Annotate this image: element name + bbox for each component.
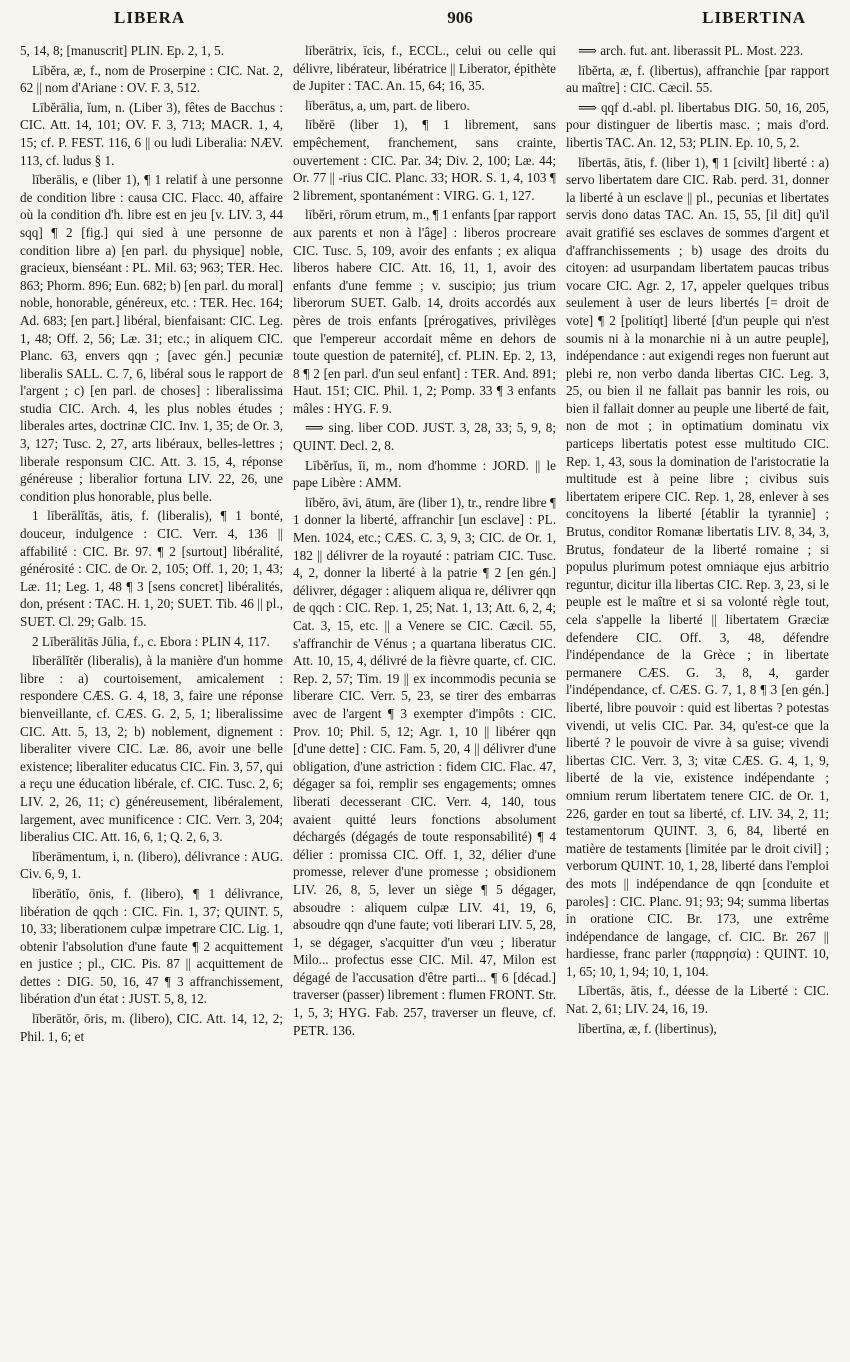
dictionary-entry: līberālis, e (liber 1), ¶ 1 relatif à une personne de condition libre : causa CIC. Flacc. 40, affaire où la condition d'h. libre est en jeu [v. LIV. 3, 44 sqq] ¶ 2 [fig.] qui sied à une personne de condition libre a) [en parl. du physique] noble, gracieux, bienséant : PL. Mil. 63; 963; TER. Hec. 863; Phorm. 896; Eun. 682; b) [en parl. du moral] noble, honorable, généreux, etc. : TER. Hec. 164; Ad. 683; [en part.] libéral, bienfaisant: CIC. Leg. 1, 48; Off. 2, 56; Læ. 31; etc.; in aliquem CIC. Planc. 63, envers qqn ; [avec gén.] pecuniæ liberalis SALL. C. 7, 6, libéral sous le rapport de l'argent ; c) [en parl. de choses] : liberalissima studia CIC. Arch. 4, les plus nobles études ; liberales artes, doctrinæ CIC. Inv. 1, 35; de Or. 3, 3, 127; Tusc. 2, 27, arts libéraux, belles-lettres ; liberale responsum CIC. Att. 3. 15, 4, réponse généreuse ; liberalior fortuna LIV. 22, 26, une condition plus honorable, plus belle. bbox=[20, 172, 283, 504]
header-right-word: LIBERTINA bbox=[702, 8, 806, 27]
dictionary-entry: lībertās, ātis, f. (liber 1), ¶ 1 [civilt] liberté : a) servo libertatem dare CIC. Rab. perd. 31, donner la liberté à un esclave || pl., pecunias et libertates servis dono datas TAC. An. 15, 55, [il dit] qu'il avait gratifié ses esclaves de sommes d'argent et d'affranchissements ; b) usage des droits du citoyen: ad usurpandam libertatem paucas tribus vocare CIC. Agr. 2, 17, appeler quelques tribus seulement à user de leurs libertés [= droit de vote] ¶ 2 [politiqt] liberté [d'un peuple qui n'est soumis ni à la monarchie ni à un autre peuple], indépendance : aut exigendi reges non fuerunt aut plebi re, non verbo danda libertas CIC. Leg. 3, 25, ou bien il ne fallait pas bannir les rois, ou bien il fallait donner au peuple une liberté de fait, non de mot ; in optimatium dominatu vix particeps libertatis potest esse multitudo CIC. Rep. 1, 43, sous la domination de l'aristocratie la multitude est à peine libre ; civibus suis libertatem eripere CIC. Rep. 1, 28, enlever à ses concitoyens la liberté [établir la tyrannie] ; Brutus, conditor Romanæ libertatis LIV. 8, 34, 3, Brutus, fondateur de la liberté romaine ; si populus plurimum potest omniaque ejus arbitrio reguntur, dicitur illa libertas CIC. Rep. 3, 23, si le peuple est le maître et si sa volonté règle tout, cela s'appelle la liberté || libertatem Græciæ defendere CIC. Off. 3, 48, défendre l'indépendance de la Grèce ; in libertate permanere CÆS. G. 3, 8, 4, garder l'indépendance, cf. CÆS. G. 7, 1, 8 ¶ 3 [en gén.] liberté, libre pouvoir : quid est libertas ? potestas vivendi, ut velis CIC. Par. 34, qu'est-ce que la liberté ? le pouvoir de vivre à sa guise; vivendi libertas CIC. Verr. 3, 3; vitæ CÆS. G. 4, 1, 9, liberté de la vie, existence indépendante ; omnium rerum libertatem tenere CIC. de Or. 1, 226, garder en tout sa liberté, cf. LIV. 34, 2, 11; testamentorum QUINT. 3, 6, 84, liberté en matière de testaments [limitée par le droit civil] ; verborum QUINT. 10, 1, 28, liberté dans l'emploi des mots || indépendance de qqn [conduite et paroles] : CIC. Planc. 91; 93; 94; summa libertas in oratione CIC. Br. 173, une extrême indépendance de langage, cf. CIC. Br. 267 || hardiesse, franc parler (παρρησία) : QUINT. 10, 1, 65; 10, 1, 94; 10, 1, 104. bbox=[566, 154, 829, 979]
column-right bbox=[566, 42, 829, 1352]
dictionary-entry: lībertīna, æ, f. (libertinus), bbox=[578, 1020, 717, 1036]
header-left-word: LIBERA bbox=[114, 8, 186, 27]
dictionary-entry: Lībĕra, æ, f., nom de Proserpine : CIC. Nat. 2, 62 || nom d'Ariane : OV. F. 3, 512. bbox=[20, 62, 283, 96]
dictionary-entry: lībĕri, rōrum etrum, m., ¶ 1 enfants [par rapport aux parents et non à l'âge] : liberos procreare CIC. Tusc. 5, 109, avoir des enfants ; ex aliqua liberos habere CIC. Att. 16, 11, 1, avoir des enfants d'une femme ; v. suscipio; jus trium liberorum SUET. Galb. 14, droits accordés aux pères de trois enfants [prérogatives, privilèges que l'empereur accordait même en dehors de toute question de paternité], cf. PLIN. Ep. 2, 13, 8 ¶ 2 [en parl. d'un seul enfant] : TER. And. 891; Haut. 151; CIC. Phil. 1, 2; Pomp. 33 ¶ 3 enfants mâles : HYG. F. 9. bbox=[293, 207, 556, 416]
dictionary-entry: ⟹ sing. liber COD. JUST. 3, 28, 33; 5, 9, 8; QUINT. Decl. 2, 8. bbox=[293, 420, 556, 454]
dictionary-entry: ⟹ arch. fut. ant. liberassit PL. Most. 223. bbox=[578, 43, 804, 58]
dictionary-entry: līberātĭo, ōnis, f. (libero), ¶ 1 délivrance, libération de qqch : CIC. Fin. 1, 37; QUINT. 5, 10, 33; liberationem culpæ impetrare CIC. Lig. 1, obtenir l'absolution d'une faute ¶ 2 acquittement en justice ; pl., CIC. Pis. 87 || acquittement de dettes : DIG. 50, 16, 47 ¶ 3 affranchissement, libération d'un état : JUST. 5, 8, 12. bbox=[20, 885, 283, 1007]
dictionary-entry: līberātus, a, um, part. de libero. bbox=[305, 97, 470, 113]
dictionary-entry: līberāmentum, i, n. (libero), délivrance : AUG. Civ. 6, 9, 1. bbox=[20, 848, 283, 882]
dictionary-entry: ⟹ qqf d.-abl. pl. libertabus DIG. 50, 16, 205, pour distinguer de libertis masc. ; mais d'ord. libertis TAC. An. 12, 53; PLIN. Ep. 10, 5, 2. bbox=[566, 99, 829, 150]
dictionary-entry: līberātŏr, ōris, m. (libero), CIC. Att. 14, 12, 2; Phil. 1, 6; et bbox=[20, 1011, 283, 1044]
text-columns bbox=[20, 42, 830, 1352]
dictionary-entry: Lībĕrālia, ĭum, n. (Liber 3), fêtes de Bacchus : CIC. Att. 14, 101; OV. F. 3, 713; MACR. 1, 4, 15; cf. P. FEST. 116, 6 || ou ludi Liberalia: NÆV. 113, cf. ludus § 1. bbox=[20, 99, 283, 168]
dictionary-entry: 5, 14, 8; [manuscrit] PLIN. Ep. 2, 1, 5. bbox=[20, 43, 225, 58]
running-header bbox=[20, 8, 830, 42]
dictionary-entry: Lībertās, ātis, f., déesse de la Liberté : CIC. Nat. 2, 61; LIV. 24, 16, 19. bbox=[566, 983, 829, 1017]
dictionary-entry: lībĕrta, æ, f. (libertus), affranchie [par rapport au maître] : CIC. Cæcil. 55. bbox=[566, 62, 829, 96]
dictionary-entry: lībĕro, āvi, ātum, āre (liber 1), tr., rendre libre ¶ 1 donner la liberté, affranchir [un esclave] : PL. Men. 1024, etc.; CÆS. C. 3, 9, 3; CIC. de Or. 1, 182 || délivrer de la royauté : patriam CIC. Tusc. 4, 2, donner la liberté à la patrie ¶ 2 [en gén.] délivrer, dégager : aliquem aliqua re, délivrer qqn de qqch : CIC. Rep. 1, 25; Nat. 1, 13; Att. 6, 2, 4; Cat. 3, 15, etc. || a Venere se CIC. Cæcil. 55, s'affranchir de Vénus ; a quartana liberatus CIC. Att. 10, 15, 4, délivré de la fièvre quarte, cf. CIC. Rep. 2, 57; Tim. 19 || ex incommodis pecunia se liberare CIC. Verr. 5, 23, se tirer des embarras avec de l'argent ¶ 3 exempter d'impôts : CIC. Prov. 10; Phil. 5, 12; Agr. 1, 10 || libérer qqn [d'une dette] : CIC. Fam. 5, 20, 4 || délivrer d'une obligation, d'une astriction : fidem CIC. Flac. 47, dégager sa foi, remplir ses engagements; omnes liberati decesserant CIC. Verr. 4, 140, tous avaient quitté leurs fonctions absolument déchargés (dégagés de toute responsabilité) ¶ 4 délier : promissa CIC. Off. 1, 32, délier d'une promesse, relever d'une promesse ; obsidionem LIV. 26, 8, 5, lever un siège ¶ 5 dégager, absoudre : aliquem culpæ LIV. 41, 19, 6, absoudre qqn d'une faute; voti liberari LIV. 5, 28, 1, se dégager, s'acquitter d'un vœu ; liberatur Milo... profectus esse CIC. Mil. 47, Milon est dégagé de l'accusation d'être parti... ¶ 6 [décad.] traverser (passer) librement : flumen FRONT. Str. 1, 5, 3; HYG. Fab. 257, traverser un fleuve, cf. PETR. 136. bbox=[293, 494, 556, 1038]
dictionary-entry: Lībĕrĭus, ĭi, m., nom d'homme : JORD. || le pape Libère : AMM. bbox=[293, 457, 556, 491]
dictionary-entry: līberātrix, īcis, f., ECCL., celui ou celle qui délivre, libérateur, libératrice || Liberator, épithète de Jupiter : TAC. An. 15, 64; 16, 35. bbox=[293, 43, 556, 94]
column-left bbox=[20, 42, 283, 1352]
dictionary-entry: 2 Līberālitās Jūlia, f., c. Ebora : PLIN 4, 117. bbox=[32, 633, 270, 649]
dictionary-entry: 1 līberālĭtās, ātis, f. (liberalis), ¶ 1 bonté, douceur, indulgence : CIC. Verr. 4, 136 || affabilité : CIC. Br. 97. ¶ 2 [surtout] libéralité, générosité : CIC. de Or. 2, 105; Off. 1, 20; 1, 43; Læ. 11; Leg. 1, 48 ¶ 3 [sens concret] libéralités, don, présent : TAC. H. 1, 20; SUET. Tib. 46 || pl., SUET. Cl. 29; Galb. 15. bbox=[20, 508, 283, 629]
dictionary-entry: līberālĭtĕr (liberalis), à la manière d'un homme libre : a) courtoisement, amicalement : respondere CÆS. G. 4, 18, 3, faire une réponse bienveillante, cf. CÆS. G. 2, 5, 1; liberalissime CIC. Att. 5, 13, 2; b) noblement, dignement : liberaliter vivere CIC. Læ. 86, avoir une belle existence; liberaliter educatus CIC. Fin. 3, 57, qui a reçu une éducation libérale, cf. CIC. Tusc. 2, 6; LIV. 2, 26, 11; c) généreusement, libéralement, largement, avec munificence : CIC. Verr. 3, 204; liberalius CIC. Att. 16, 6, 1; Q. 2, 6, 3. bbox=[20, 653, 283, 845]
dictionary-entry: lībĕrē (liber 1), ¶ 1 librement, sans empêchement, franchement, sans crainte, ouvertement : CIC. Par. 34; Div. 2, 100; Læ. 44; Or. 77 || -rius CIC. Planc. 33; HOR. S. 1, 4, 103 ¶ 2 librement, spontanément : VIRG. G. 1, 127. bbox=[293, 117, 556, 203]
column-middle bbox=[293, 42, 556, 1352]
page-number: 906 bbox=[447, 8, 473, 27]
